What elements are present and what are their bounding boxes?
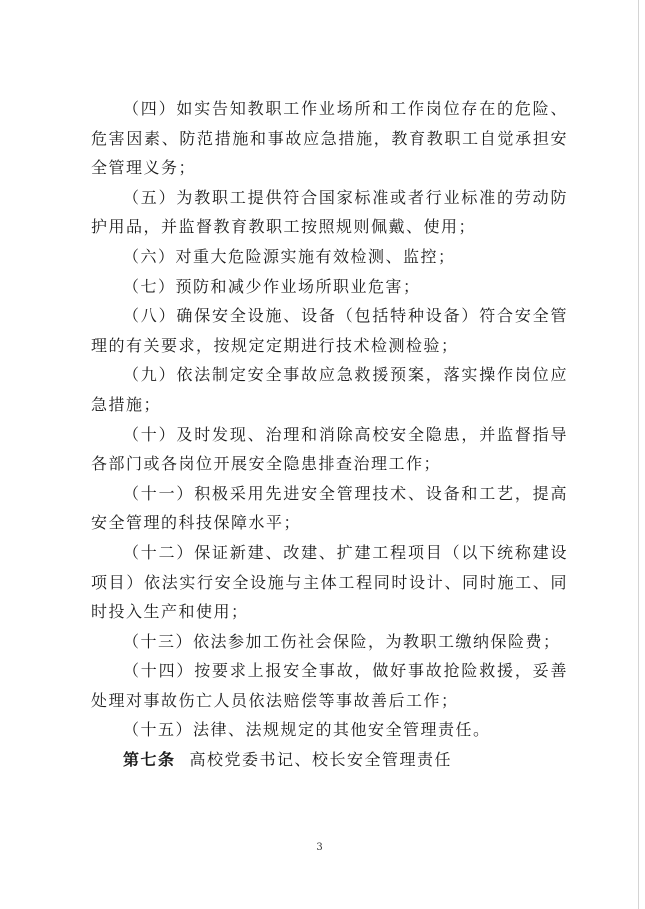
page-body: [91, 94, 568, 775]
paragraph-item-13: （十三）依法参加工伤社会保险，为教职工缴纳保险费；: [123, 631, 561, 651]
paragraph-item-6: （六）对重大危险源实施有效检测、监控；: [123, 246, 456, 266]
paragraph-item-10: （十）及时发现、治理和消除高校安全隐患，并监督指导各部门或各岗位开展安全隐患排查治理工作；: [91, 424, 568, 474]
paragraph-item-8: （八）确保安全设施、设备（包括特种设备）符合安全管理的有关要求，按规定定期进行技术检测检验；: [91, 306, 568, 355]
paragraph-item-12: （十二）保证新建、改建、扩建工程项目（以下统称建设项目）依法实行安全设施与主体工程同时设计、同时施工、同时投入生产和使用；: [91, 542, 568, 622]
paragraph-item-11: （十一）积极采用先进安全管理技术、设备和工艺，提高安全管理的科技保障水平；: [91, 483, 568, 533]
article-label: 第七条: [123, 750, 176, 770]
paragraph-item-14: （十四）按要求上报安全事故，做好事故抢险救援，妥善处理对事故伤亡人员依法赔偿等事故善后工作；: [91, 661, 568, 710]
paragraph-item-7: （七）预防和减少作业场所职业危害；: [123, 276, 421, 296]
paragraph-item-4: （四）如实告知教职工作业场所和工作岗位存在的危险、危害因素、防范措施和事故应急措施，教育教职工自觉承担安全管理义务；: [91, 99, 568, 178]
paragraph-item-9: （九）依法制定安全事故应急救援预案，落实操作岗位应急措施；: [91, 365, 568, 414]
article-title: 高校党委书记、校长安全管理责任: [189, 750, 453, 770]
page-number: 3: [316, 842, 323, 853]
article-heading: [91, 745, 568, 775]
paragraph-item-15: （十五）法律、法规规定的其他安全管理责任。: [123, 720, 491, 740]
paragraph-item-5: （五）为教职工提供符合国家标准或者行业标准的劳动防护用品，并监督教育教职工按照规则佩戴、使用；: [91, 187, 568, 237]
